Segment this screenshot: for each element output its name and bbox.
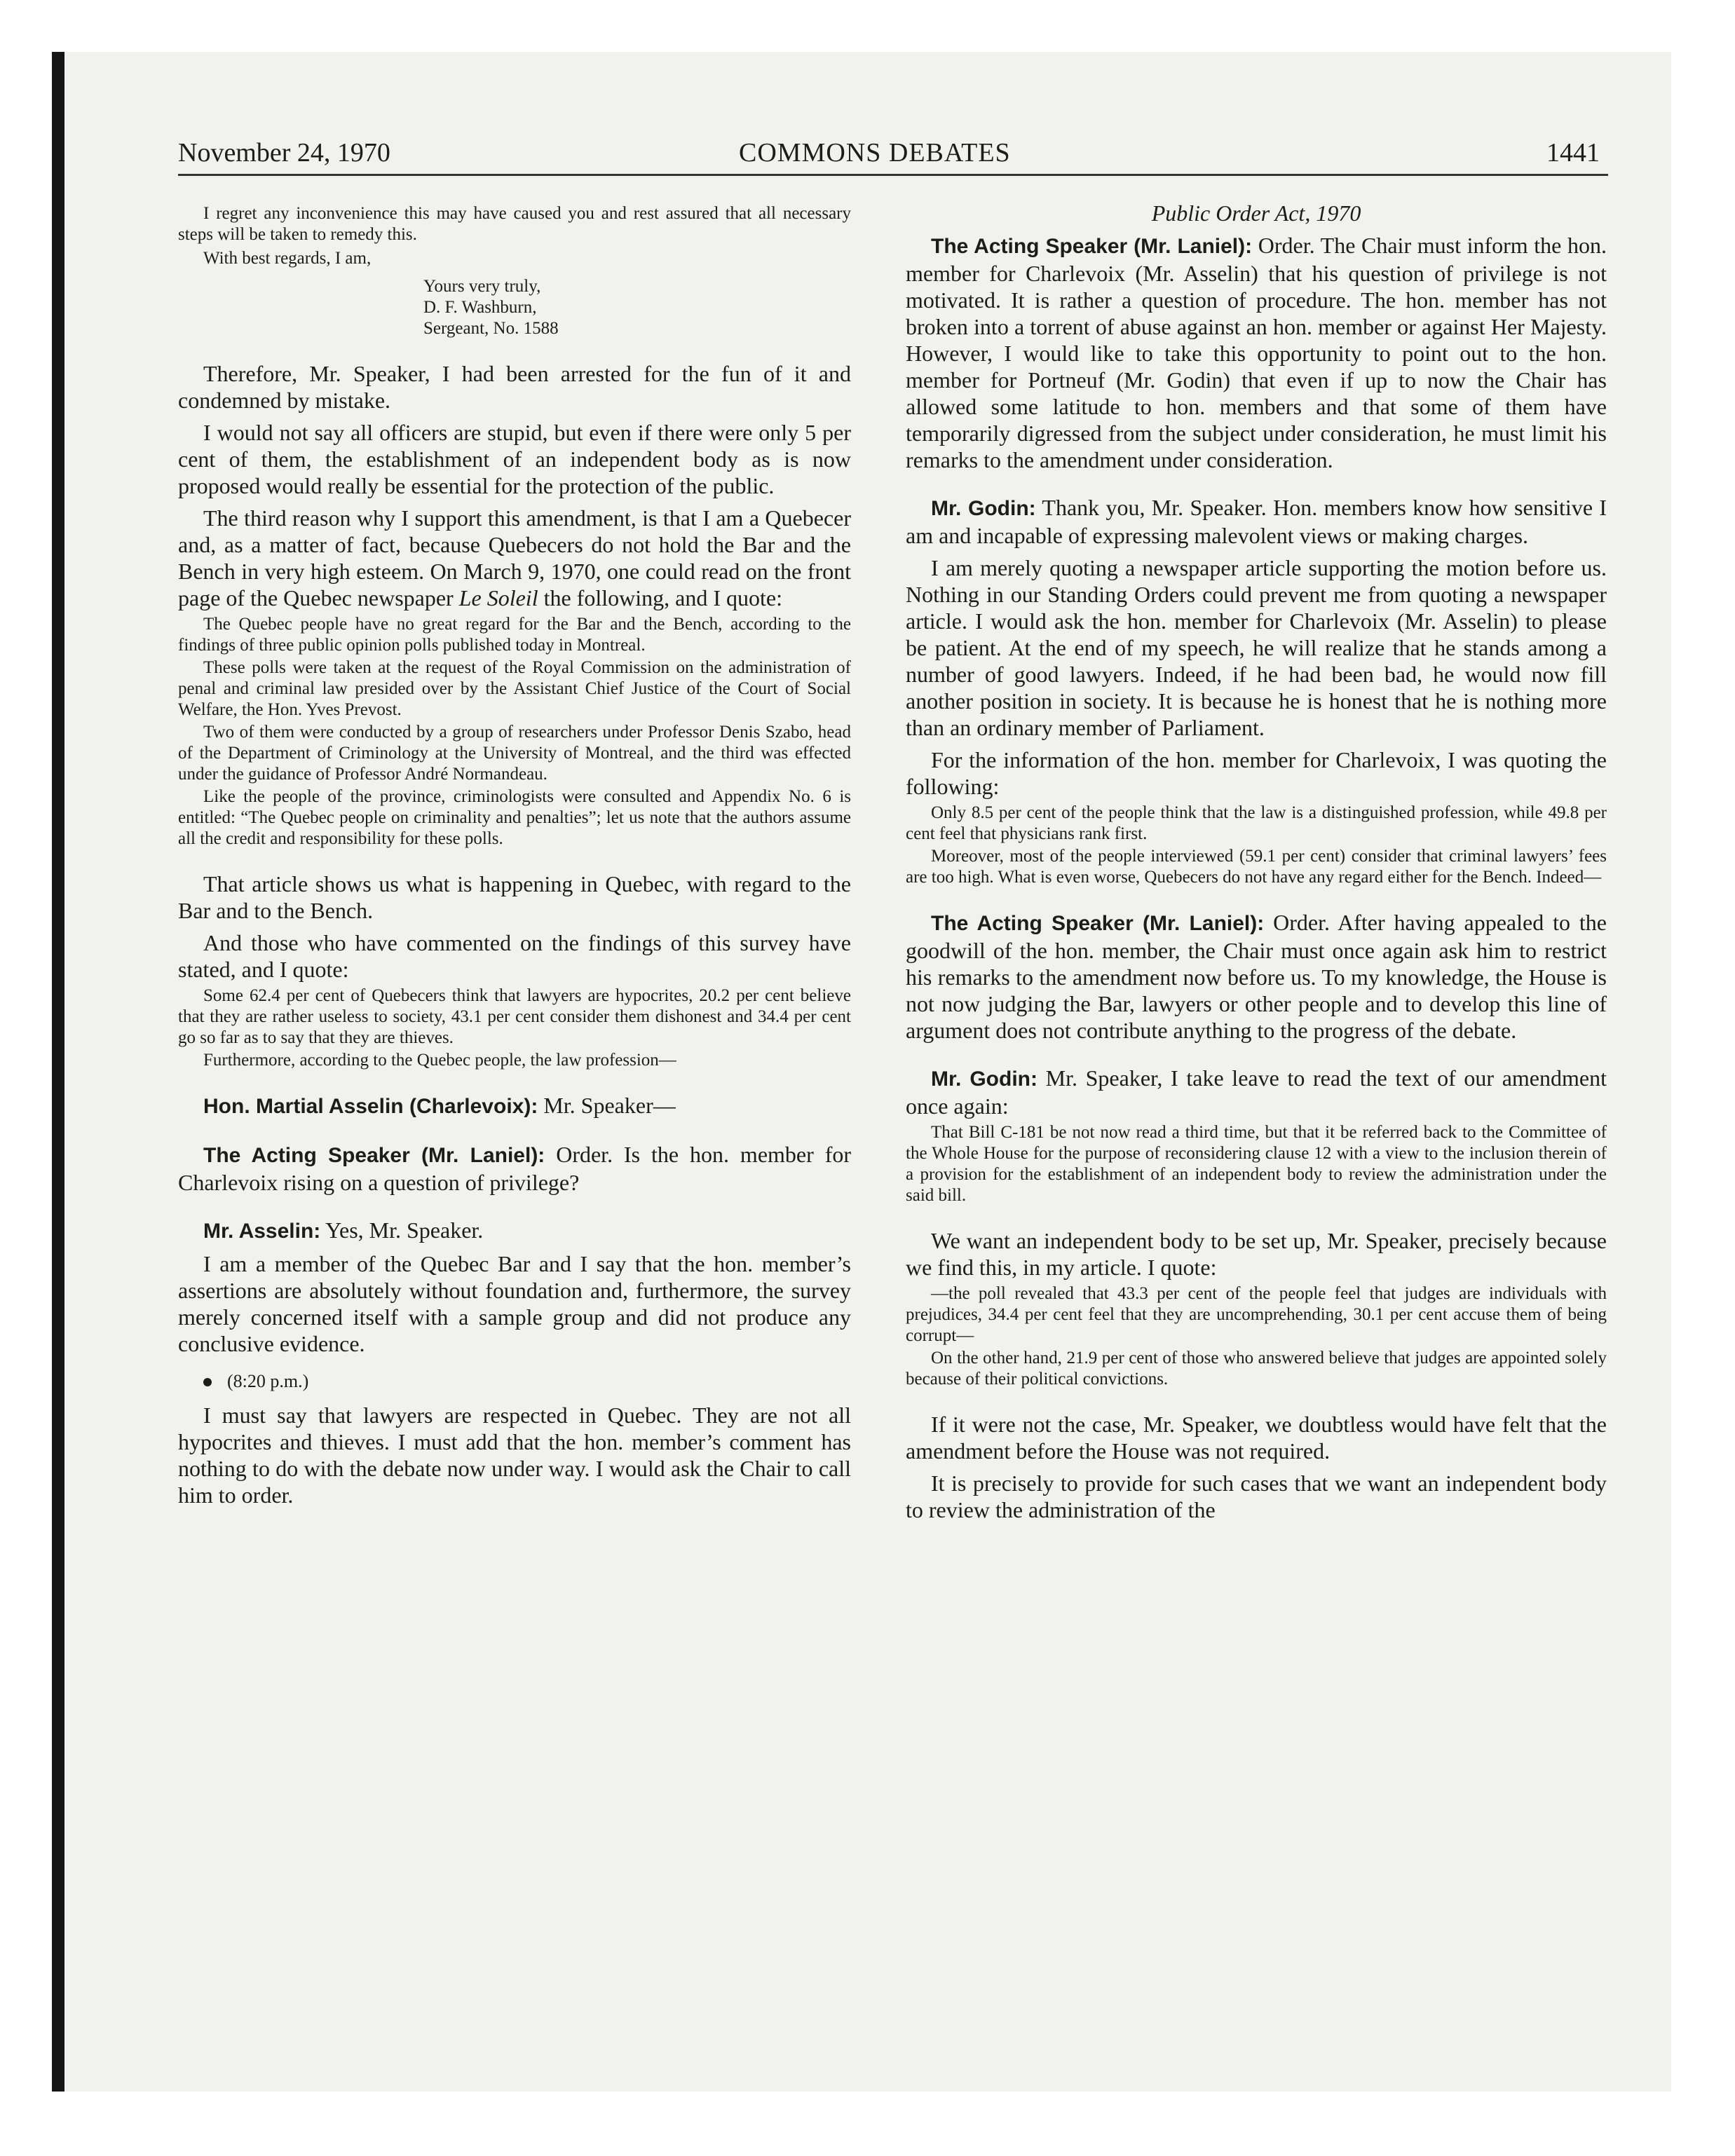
quote-paragraph: On the other hand, 21.9 per cent of those who answered believe that judges are appointed solely because of their political convictions. — [906, 1349, 1607, 1389]
paragraph: We want an independent body to be set up, Mr. Speaker, precisely because we find this, in my article. I quote: — [906, 1228, 1607, 1280]
left-column — [178, 200, 851, 1508]
speaker-name: The Acting Speaker (Mr. Laniel): — [931, 235, 1253, 258]
paragraph: I am merely quoting a newspaper article supporting the motion before us. Nothing in our Standing Orders could prevent me from quoting a newspaper article. I would ask the hon. member for Charlevoix (Mr. Asselin) to please be patient. At the end of my speech, he will realize that he stands among a number of good lawyers. Indeed, if he had been bad, he would now fill another position in society. It is because he is honest that he is nothing more than an ordinary member of Parliament. — [906, 555, 1607, 740]
signature-line: Yours very truly, — [423, 277, 541, 296]
header-date: November 24, 1970 — [178, 138, 390, 168]
speaker-name: Hon. Martial Asselin (Charlevoix): — [203, 1095, 538, 1118]
speaker-turn: Mr. Godin: Mr. Speaker, I take leave to read the text of our amendment once again: — [906, 1065, 1607, 1119]
section-title: Public Order Act, 1970 — [1151, 200, 1361, 226]
time-marker: (8:20 p.m.) — [178, 1371, 851, 1392]
quote-paragraph: —the poll revealed that 43.3 per cent of the people feel that judges are individuals with prejudices, 34.4 per cent feel that they are uncomprehending, 30.1 per cent accuse them of being corrupt— — [906, 1284, 1607, 1345]
speaker-turn: Mr. Asselin: Yes, Mr. Speaker. — [203, 1217, 484, 1243]
paragraph: And those who have commented on the findings of this survey have stated, and I quote: — [178, 930, 851, 982]
quote-paragraph: Moreover, most of the people interviewed (59.1 per cent) consider that criminal lawyers’ fees are too high. What is even worse, Quebecers do not have any regard either for the Bench. Indeed— — [906, 847, 1607, 887]
signature-rank: Sergeant, No. 1588 — [423, 319, 559, 338]
speaker-turn: The Acting Speaker (Mr. Laniel): Order. Is the hon. member for Charlevoix rising on a question of privilege? — [178, 1142, 851, 1195]
speaker-name: Mr. Asselin: — [203, 1220, 321, 1243]
quote-paragraph: Some 62.4 per cent of Quebecers think that lawyers are hypocrites, 20.2 per cent believe that they are rather useless to society, 43.1 per cent consider them dishonest and 34.4 per cent go so far as to say that they are thieves. — [178, 986, 851, 1047]
paragraph: I would not say all officers are stupid, but even if there were only 5 per cent of them, the establishment of an independent body as is now proposed would really be essential for the protection of the public. — [178, 420, 851, 498]
quote-paragraph: Furthermore, according to the Quebec people, the law profession— — [203, 1051, 676, 1070]
paragraph: It is precisely to provide for such cases that we want an independent body to review the administration of the — [906, 1471, 1607, 1522]
paragraph: I am a member of the Quebec Bar and I say that the hon. member’s assertions are absolutely without foundation and, furthermore, the survey merely concerned itself with a sample group and did not produce any conclusive evidence. — [178, 1251, 851, 1356]
right-column — [906, 200, 1607, 1523]
bullet-icon — [203, 1378, 212, 1386]
quote-paragraph: The Quebec people have no great regard for the Bar and the Bench, according to the findings of three public opinion polls published today in Montreal. — [178, 615, 851, 655]
paragraph: That article shows us what is happening in Quebec, with regard to the Bar and to the Bench. — [178, 871, 851, 923]
speaker-turn: The Acting Speaker (Mr. Laniel): Order. The Chair must inform the hon. member for Charlevoix (Mr. Asselin) that his question of privilege is not motivated. It is rather a question of procedure. The hon. member has not broken into a torrent of abuse against an hon. member or against Her Majesty. However, I would like to take this opportunity to point out to the hon. member for Portneuf (Mr. Godin) that even if up to now the Chair has allowed some latitude to hon. members and that some of them have temporarily digressed from the subject under consideration, he must limit his remarks to the amendment under consideration. — [906, 233, 1607, 472]
speaker-name: The Acting Speaker (Mr. Laniel): — [931, 912, 1265, 935]
newspaper-name: Le Soleil — [458, 585, 538, 610]
paragraph: If it were not the case, Mr. Speaker, we doubtless would have felt that the amendment before the House was not required. — [906, 1412, 1607, 1464]
speaker-name: Mr. Godin: — [931, 497, 1036, 520]
speaker-name: The Acting Speaker (Mr. Laniel): — [203, 1144, 545, 1167]
paragraph: I must say that lawyers are respected in Quebec. They are not all hypocrites and thieves. I must add that the hon. member’s comment has nothing to do with the debate now under way. I would ask the Chair to call him to order. — [178, 1403, 851, 1508]
quote-paragraph: Like the people of the province, criminologists were consulted and Appendix No. 6 is entitled: “The Quebec people on criminality and penalties”; let us note that the authors assume all the credit and responsibility for these polls. — [178, 787, 851, 848]
paragraph: For the information of the hon. member for Charlevoix, I was quoting the following: — [906, 747, 1607, 799]
page-number: 1441 — [1546, 138, 1600, 168]
quote-paragraph: Only 8.5 per cent of the people think that the law is a distinguished profession, while 49.8 per cent feel that physicians rank first. — [906, 803, 1607, 843]
page-header — [178, 137, 1608, 176]
quote-paragraph: Two of them were conducted by a group of researchers under Professor Denis Szabo, head of the Department of Criminology at the University of Montreal, and the third was effected under the guidance of Professor André Normandeau. — [178, 723, 851, 784]
speaker-turn: Hon. Martial Asselin (Charlevoix): Mr. Speaker— — [203, 1093, 676, 1118]
speaker-turn: Mr. Godin: Thank you, Mr. Speaker. Hon. members know how sensitive I am and incapable of expressing malevolent views or making charges. — [906, 495, 1607, 548]
speaker-turn: The Acting Speaker (Mr. Laniel): Order. After having appealed to the goodwill of the hon. member, the Chair must once again ask him to restrict his remarks to the amendment now before us. To my knowledge, the House is not now judging the Bar, lawyers or other people and to develop this line of argument does not contribute anything to the progress of the debate. — [906, 910, 1607, 1043]
speaker-name: Mr. Godin: — [931, 1067, 1037, 1091]
paragraph: Therefore, Mr. Speaker, I had been arrested for the fun of it and condemned by mistake. — [178, 361, 851, 413]
signature-name: D. F. Washburn, — [423, 298, 537, 317]
quote-paragraph: These polls were taken at the request of the Royal Commission on the administration of penal and criminal law presided over by the Assistant Chief Justice of the Court of Social Welfare, the Hon. Yves Prevost. — [178, 658, 851, 719]
quote-paragraph: That Bill C-181 be not now read a third time, but that it be referred back to the Committee of the Whole House for the purpose of reconsidering clause 12 with a view to the inclusion therein of a provision for the establishment of an independent body to review the administration under the said bill. — [906, 1123, 1607, 1205]
letter-paragraph: I regret any inconvenience this may have caused you and rest assured that all necessary steps will be taken to remedy this. — [178, 204, 851, 244]
letter-closing: With best regards, I am, — [203, 249, 372, 268]
paragraph: The third reason why I support this amendment, is that I am a Quebecer and, as a matter of fact, because Quebecers do not hold the Bar and the Bench in very high esteem. On March 9, 1970, one could read on the front page of the Quebec newspaper Le Soleil the following, and I quote: — [178, 505, 851, 610]
header-title: COMMONS DEBATES — [739, 138, 1011, 168]
